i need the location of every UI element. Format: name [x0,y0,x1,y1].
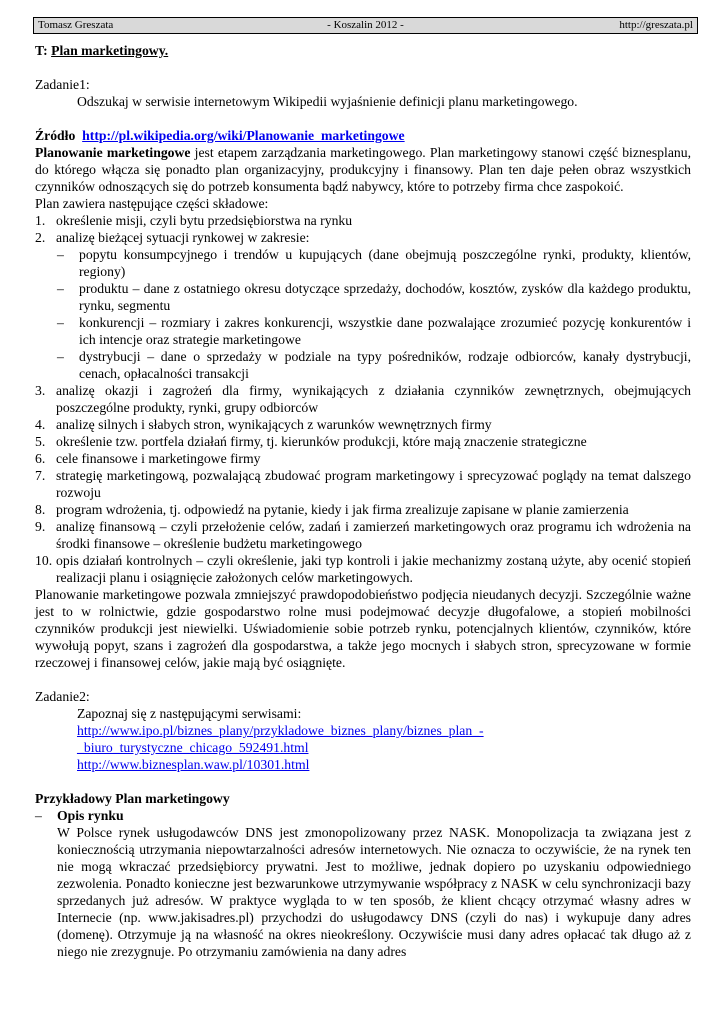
dash-bullet: – [35,808,42,823]
list-item [35,518,691,552]
list-item-text: cele finansowe i marketingowe firmy [56,451,261,466]
list-item-text: strategię marketingową, pozwalającą zbudować program marketingowy i sprecyzować poglądy na temat dalszego rozwoju [56,468,691,500]
list-item-text: analizę silnych i słabych stron, wynikających z warunków wewnętrznych firmy [56,417,492,432]
page-title [35,42,691,59]
task2-link1 [35,722,691,756]
dash-bullet: – [57,281,64,296]
parts-list-continued [35,382,691,586]
summary-paragraph: Planowanie marketingowe pozwala zmniejszyć prawdopodobieństwo podjęcia nieudanych decyzji. Szczególnie ważne jest to w rolnictwie, gdzie gospodarstwo rolne musi podejmować decyzje długofalowe, a stopień mobilności czynników produkcji jest niewielki. Uświadomienie sobie potrzeb rynku, potencjalnych klientów, czynników, które wywołują popyt, szans i zagrożeń dla gospodarstwa, a także jego mocnych i słabych stron, sprecyzowane w formie rzeczowej i finansowej celów, jakie mają być osiągnięte. [35,587,691,670]
header-place: - Koszalin 2012 - [327,19,404,31]
list-number: 10. [35,553,53,568]
title-prefix: T: [35,43,52,58]
task1-label: Zadanie1: [35,77,90,92]
list-item [35,501,691,518]
header-site: http://greszata.pl [619,19,693,31]
sublist-item-text: dystrybucji – dane o sprzedaży w podziale na typy pośredników, rodzaje odbiorców, kanały dystrybucji, cenach, opłacalności transakcji [79,349,691,381]
list-item [35,433,691,450]
sublist-item [57,280,691,314]
list-item-text: analizę okazji i zagrożeń dla firmy, wynikających z działania czynników zewnętrznych, obejmujących poszczególne produkty, rynki, grupy odbiorców [56,383,691,415]
parts-list [35,212,691,246]
task1-text: Odszukaj w serwisie internetowym Wikipedii wyjaśnienie definicji planu marketingowego. [77,94,578,109]
document-body [35,42,691,960]
list-item [35,382,691,416]
list-item-text: określenie tzw. portfela działań firmy, tj. kierunków produkcji, które mają znaczenie strategiczne [56,434,587,449]
dash-bullet: – [57,315,64,330]
ipo-link-line1: http://www.ipo.pl/biznes_plany/przykladowe_biznes_plany/biznes_plan_- [77,723,484,738]
task2-link2 [35,756,691,773]
list-item [35,450,691,467]
sublist-item-text: produktu – dane z ostatniego okresu dotyczące sprzedaży, dochodów, kosztów, zysków dla każdego produktu, rynku, segmentu [79,281,691,313]
list-number: 1. [35,213,46,228]
list-item [35,467,691,501]
list-item-text: program wdrożenia, tj. odpowiedź na pytanie, kiedy i jak firma zrealizuje zapisane w planie zamierzenia [56,502,629,517]
list-number: 7. [35,468,46,483]
list-item [35,416,691,433]
list-number: 5. [35,434,46,449]
definition-rest: jest etapem zarządzania marketingowego. Plan marketingowy stanowi część biznesplanu, do którego włącza się ponadto plan organizacyjny, produkcyjny i finansowy. Plan ten daje pełen obraz wszystkich czynników odnoszących się do potrzeb konsumenta bądź nabywcy, które to potrzeby firma chce zaspokoić. [35,145,691,194]
dash-bullet: – [57,349,64,364]
list-item-text: opis działań kontrolnych – czyli określenie, jaki typ kontroli i jakie mechanizmy zostaną użyte, aby ocenić stopień realizacji planu i osiągnięcie założonych celów marketingowych. [56,553,691,585]
biznesplan-link[interactable]: http://www.biznesplan.waw.pl/10301.html [77,757,310,772]
sublist-item [57,348,691,382]
market-situation-sublist [35,246,691,382]
parts-intro: Plan zawiera następujące części składowe: [35,196,269,211]
sublist-item [57,246,691,280]
list-item [35,229,691,246]
list-number: 9. [35,519,46,534]
dash-bullet: – [57,247,64,262]
ipo-link[interactable] [77,723,484,755]
market-section-text: W Polsce rynek usługodawców DNS jest zmonopolizowany przez NASK. Monopolizacja ta związana jest z koniecznością utrzymania niepowtarzalności adresów internetowych. Nie oznacza to oczywiście, że na rynek ten nie mogą wkraczać przedsiębiorcy prywatni. Jest to możliwe, jednak dopiero po uzyskaniu odpowiedniego zezwolenia. Ponadto konieczne jest bezwarunkowe utrzymywanie współpracy z NASK w celu synchronizacji bazy sprzedanych już adresów. W praktyce wygląda to w ten sposób, że klient chcący otrzymać własny adres w Internecie (np. www.jakisadres.pl) przychodzi do usługodawcy DNS (czyli do nas) i wykupuje dany adres (domenę). Otrzymuje ją na własność na okres nieokreślony. Oczywiście musi dany adres opłacać tak długo aż z niego nie zrezygnuje. Po otrzymaniu zamówienia na dany adres [57,825,691,959]
market-section [35,807,691,960]
definition-paragraph [35,144,691,195]
page-header [33,17,698,34]
list-number: 6. [35,451,46,466]
source-label: Źródło [35,128,76,143]
source-line [35,127,691,144]
header-author: Tomasz Greszata [38,19,114,31]
sublist-item-text: popytu konsumpcyjnego i trendów u kupujących (dane obejmują poszczególne rynki, produkty, klientów, regiony) [79,247,691,279]
list-number: 2. [35,230,46,245]
list-item-text: analizę finansową – czyli przełożenie celów, zadań i zamierzeń marketingowych oraz programu ich wdrożenia na środki finansowe – określenie budżetu marketingowego [56,519,691,551]
sublist-item-text: konkurencji – rozmiary i zakres konkurencji, wszystkie dane pozwalające zrozumieć pozycję konkurentów i ich intencje oraz strategie marketingowe [79,315,691,347]
list-item [35,212,691,229]
source-link[interactable]: http://pl.wikipedia.org/wiki/Planowanie_marketingowe [82,128,405,143]
title-text: Plan marketingowy. [51,43,169,58]
task2-label: Zadanie2: [35,689,90,704]
list-item-text: określenie misji, czyli bytu przedsiębiorstwa na rynku [56,213,353,228]
market-section-title: Opis rynku [57,808,124,823]
list-number: 3. [35,383,46,398]
example-heading: Przykładowy Plan marketingowy [35,791,230,806]
list-item-text: analizę bieżącej sytuacji rynkowej w zakresie: [56,230,310,245]
list-number: 8. [35,502,46,517]
list-number: 4. [35,417,46,432]
sublist-item [57,314,691,348]
ipo-link-line2: _biuro_turystyczne_chicago_592491.html [77,740,309,755]
list-item [35,552,691,586]
task2-intro: Zapoznaj się z następującymi serwisami: [77,706,302,721]
definition-term: Planowanie marketingowe [35,145,191,160]
